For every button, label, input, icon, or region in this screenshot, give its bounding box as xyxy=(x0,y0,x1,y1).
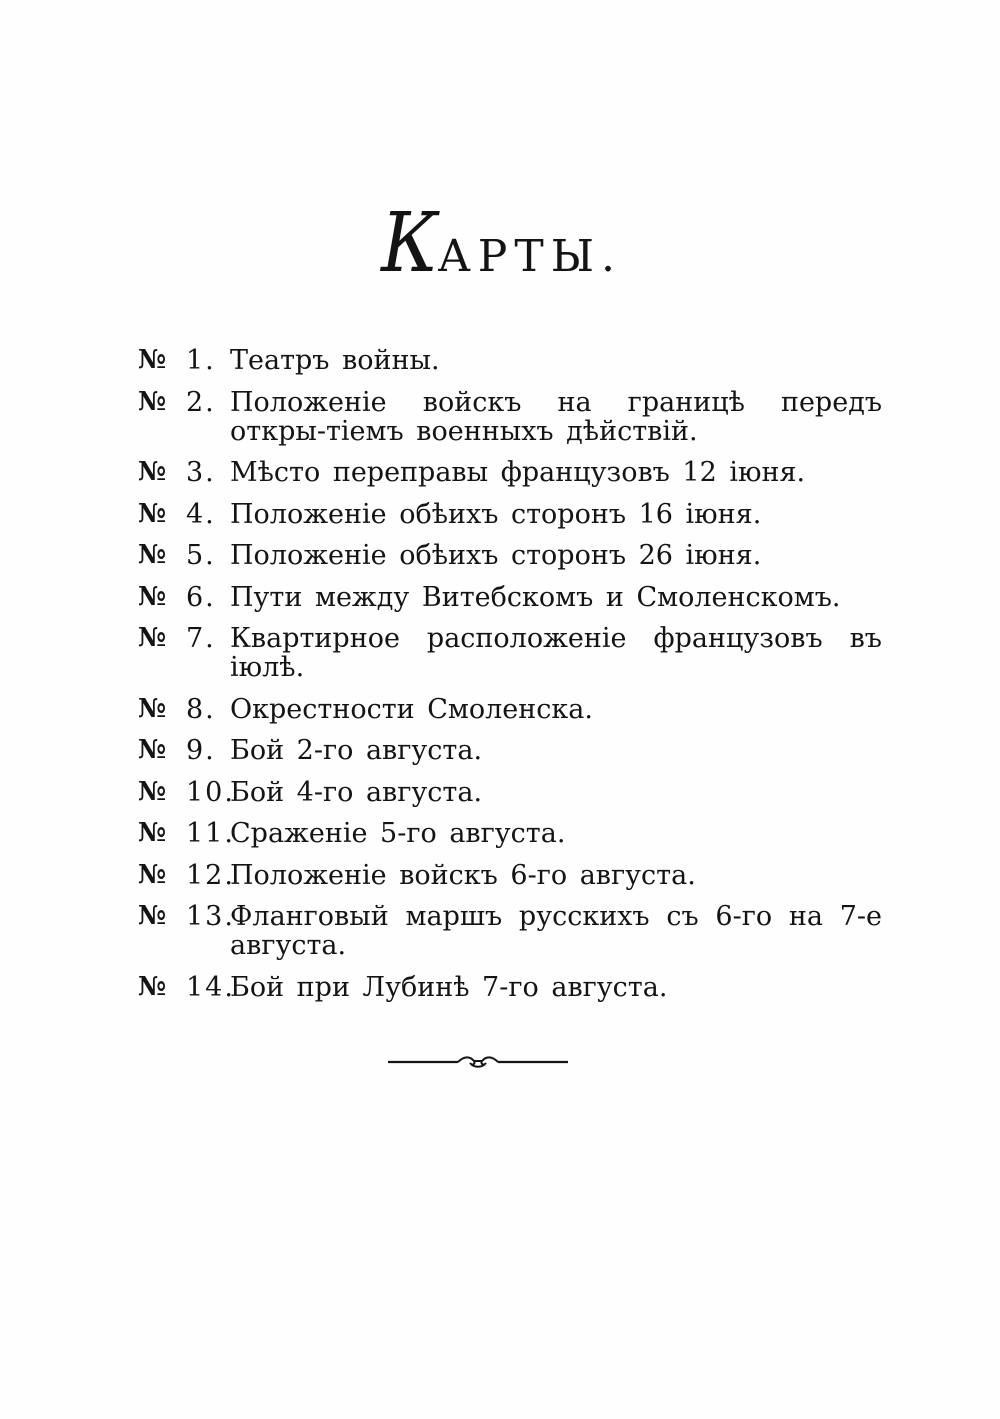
list-item xyxy=(132,500,882,529)
list-item xyxy=(132,973,882,1002)
number-sign: № xyxy=(138,457,167,487)
entry-text: Театръ войны. xyxy=(230,345,440,376)
entry-text: Положеніе обѣихъ сторонъ 16 іюня. xyxy=(230,498,762,530)
entry-number: 10. xyxy=(186,776,235,808)
list-item xyxy=(132,861,882,890)
entry-number: 11. xyxy=(186,818,235,849)
entry-number: 3. xyxy=(186,457,216,488)
maps-list xyxy=(132,346,882,1002)
number-sign: № xyxy=(138,386,167,417)
entry-text: Квартирное расположеніе французовъ въ іюлѣ. xyxy=(230,623,882,683)
number-sign: № xyxy=(138,581,167,612)
entry-text: Бой 4-го августа. xyxy=(230,776,483,808)
number-sign: № xyxy=(138,693,167,724)
entry-number: 12. xyxy=(186,859,235,891)
entry-text: Окрестности Смоленска. xyxy=(230,693,593,725)
list-item xyxy=(132,541,882,570)
ornament-flourish xyxy=(458,1057,498,1066)
entry-text: Положеніе войскъ 6-го августа. xyxy=(230,859,696,891)
entry-text: Фланговый маршъ русскихъ съ 6-го на 7-е августа. xyxy=(230,901,882,961)
entry-number: 6. xyxy=(186,581,216,613)
number-sign: № xyxy=(138,859,167,890)
list-item xyxy=(132,624,882,682)
number-sign: № xyxy=(138,540,167,570)
number-sign: № xyxy=(138,735,167,765)
list-item xyxy=(132,736,882,765)
entry-text: Положеніе войскъ на границѣ передъ откры-тіемъ военныхъ дѣйствій. xyxy=(230,386,882,447)
list-item xyxy=(132,388,882,446)
number-sign: № xyxy=(138,498,167,529)
title-rest: АРТЫ. xyxy=(437,231,623,282)
entry-text: Положеніе обѣихъ сторонъ 26 іюня. xyxy=(230,540,762,571)
number-sign: № xyxy=(138,818,167,848)
title-initial-letter: К xyxy=(381,196,439,291)
entry-number: 5. xyxy=(186,540,216,571)
entry-text: Пути между Витебскомъ и Смоленскомъ. xyxy=(230,581,841,613)
entry-number: 2. xyxy=(186,386,216,418)
entry-text: Мѣсто переправы французовъ 12 іюня. xyxy=(230,457,806,488)
number-sign: № xyxy=(138,776,167,807)
ornament-divider-icon xyxy=(388,1052,568,1072)
entry-text: Сраженіе 5-го августа. xyxy=(230,818,566,849)
entry-text: Бой 2-го августа. xyxy=(230,735,483,766)
entry-number: 4. xyxy=(186,498,216,530)
number-sign: № xyxy=(138,971,167,1002)
entry-number: 13. xyxy=(186,901,235,932)
entry-number: 1. xyxy=(186,345,216,376)
list-item xyxy=(132,458,882,487)
number-sign: № xyxy=(138,623,167,653)
list-item xyxy=(132,778,882,807)
list-item xyxy=(132,346,882,375)
number-sign: № xyxy=(138,901,167,931)
page-title xyxy=(0,196,1000,291)
entry-number: 9. xyxy=(186,735,216,766)
entry-number: 7. xyxy=(186,623,216,654)
entry-number: 14. xyxy=(186,971,235,1003)
number-sign: № xyxy=(138,345,167,375)
entry-number: 8. xyxy=(186,693,216,725)
list-item xyxy=(132,583,882,612)
list-item xyxy=(132,902,882,960)
list-item xyxy=(132,695,882,724)
entry-text: Бой при Лубинѣ 7-го августа. xyxy=(230,971,668,1003)
list-item xyxy=(132,819,882,848)
